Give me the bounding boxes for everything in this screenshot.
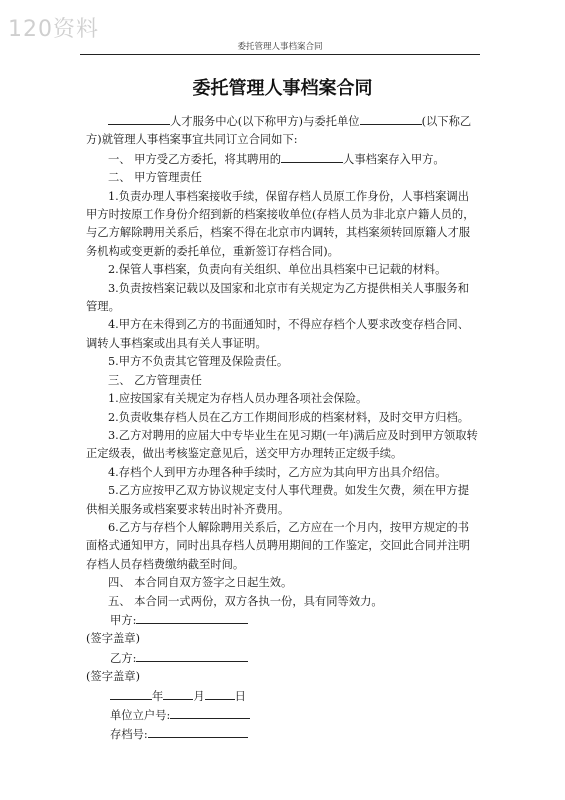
section-2-heading: 二、 甲方管理责任 bbox=[108, 171, 202, 185]
preamble bbox=[86, 112, 480, 150]
contract-body bbox=[86, 112, 480, 745]
year-blank bbox=[110, 687, 152, 700]
running-header: 委托管理人事档案合同 bbox=[80, 40, 480, 55]
clause-1-prefix: 一、 甲方受乙方委托，将其聘用的 bbox=[108, 152, 282, 166]
party-b-seal: (签字盖章) bbox=[86, 670, 141, 684]
date-line bbox=[110, 687, 480, 706]
watermark: 120资料 bbox=[8, 17, 99, 42]
account-line bbox=[110, 706, 480, 725]
preamble-text-1: 人才服务中心(以下称甲方)与委托单位 bbox=[170, 115, 360, 128]
day-label: 日 bbox=[234, 689, 246, 703]
section-2-item: 3.负责按档案记载以及国家和北京市有关规定为乙方提供相关人事服务和管理。 bbox=[86, 281, 469, 314]
section-3-item: 1.应按国家有关规定为存档人员办理各项社会保险。 bbox=[108, 392, 368, 406]
section-3-item: 6.乙方与存档个人解除聘用关系后，乙方应在一个月内，按甲方规定的书面格式通知甲方，同时出具存档人员聘用期间的工作鉴定，交回此合同并注明存档人员存档费缴纳截至时间。 bbox=[86, 520, 471, 571]
clause-1-suffix: 人事档案存入甲方。 bbox=[343, 152, 445, 166]
clause-4: 四、 本合同自双方签字之日起生效。 bbox=[108, 576, 293, 590]
file-no-label: 存档号: bbox=[110, 728, 148, 742]
file-no-line bbox=[110, 725, 480, 744]
section-2-item: 1.负责办理人事档案接收手续，保留存档人员原工作身份，人事档案调出甲方时按原工作身份介绍到新的档案接收单位(存档人员为非北京户籍人员的，与乙方解除聘用关系后，档案不得在北京市内调转，其档案须转回原籍人才服务机构或变更新的委托单位，重新签订存档合同)。 bbox=[86, 189, 475, 258]
preamble-text-2: (以下称乙方)就管理人事档案事宜共同订立合同如下: bbox=[86, 115, 472, 147]
account-label: 单位立户号: bbox=[110, 709, 171, 722]
section-3-heading: 三、 乙方管理责任 bbox=[108, 373, 202, 387]
party-b-label: 乙方: bbox=[110, 651, 137, 665]
section-3-item: 3.乙方对聘用的应届大中专毕业生在见习期(一年)满后应及时到甲方领取转正定级表，做出考核鉴定意见后，送交甲方办理转正定级手续。 bbox=[86, 428, 478, 461]
file-no-blank bbox=[148, 725, 248, 738]
party-a-label: 甲方: bbox=[110, 613, 137, 627]
section-3-item: 5.乙方应按甲乙双方协议规定支付人事代理费。如发生欠费，须在甲方提供相关服务或档案要求转出时补齐费用。 bbox=[86, 484, 469, 516]
section-2-item: 5.甲方不负责其它管理及保险责任。 bbox=[108, 355, 289, 369]
month-blank bbox=[163, 687, 193, 700]
clause-5: 五、 本合同一式两份，双方各执一份，具有同等效力。 bbox=[108, 594, 383, 608]
account-blank bbox=[170, 706, 250, 719]
party-a-blank bbox=[136, 611, 248, 624]
party-a-line bbox=[110, 611, 480, 630]
section-2-item: 4.甲方在未得到乙方的书面通知时，不得应存档个人要求改变存档合同、调转人事档案或出具有关人事证明。 bbox=[86, 318, 469, 350]
party-b-line bbox=[110, 649, 480, 668]
month-label: 月 bbox=[193, 689, 205, 703]
year-label: 年 bbox=[152, 689, 164, 703]
section-3-item: 2.负责收集存档人员在乙方工作期间形成的档案材料，及时交甲方归档。 bbox=[108, 410, 469, 424]
section-3-item: 4.存档个人到甲方办理各种手续时，乙方应为其向甲方出具介绍信。 bbox=[108, 465, 447, 479]
blank-client-unit bbox=[360, 112, 422, 125]
document-title: 委托管理人事档案合同 bbox=[192, 78, 373, 99]
blank-employee bbox=[281, 150, 343, 163]
clause-1 bbox=[86, 150, 480, 169]
party-b-blank bbox=[136, 649, 248, 662]
day-blank bbox=[205, 687, 235, 700]
blank-service-center bbox=[108, 112, 170, 125]
party-a-seal: (签字盖章) bbox=[86, 632, 141, 646]
section-2-item: 2.保管人事档案，负责向有关组织、单位出具档案中已记载的材料。 bbox=[108, 263, 447, 277]
